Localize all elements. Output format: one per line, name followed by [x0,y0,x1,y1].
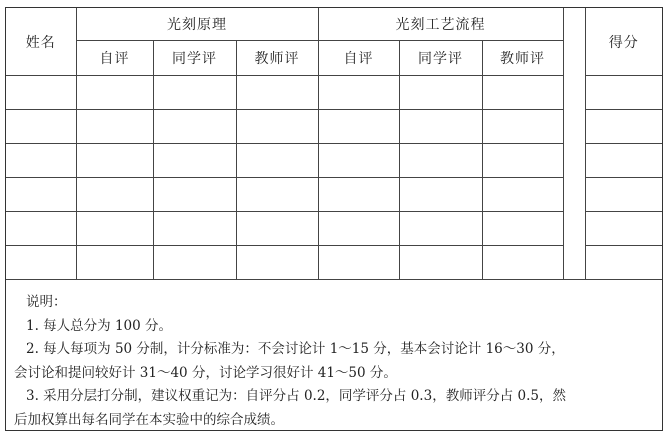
score-cell[interactable] [236,144,318,178]
note-line-3b: 后加权算出每名同学在本实验中的综合成绩。 [14,411,284,428]
note-line-2a: 2. 每人每项为 50 分制，计分标准为：不会讨论计 1～15 分，基本会讨论计 16～30 分， [26,341,565,357]
name-cell[interactable] [6,212,76,246]
subheader-peer-2: 同学评 [399,41,482,76]
score-cell[interactable] [318,76,399,110]
subheader-teacher-2: 教师评 [482,41,563,76]
score-cell[interactable] [76,178,153,212]
score-cell[interactable] [399,110,482,144]
score-cell[interactable] [76,246,153,280]
spacer-column [563,8,585,280]
note-line-2b: 会讨论和提问较好计 31～40 分，讨论学习很好计 41～50 分。 [14,364,397,381]
note-line-1: 1. 每人总分为 100 分。 [26,317,173,334]
score-cell[interactable] [153,76,236,110]
score-cell[interactable] [153,246,236,280]
score-cell[interactable] [318,144,399,178]
score-cell[interactable] [153,212,236,246]
subheader-teacher-1: 教师评 [236,41,318,76]
score-cell[interactable] [482,246,563,280]
name-cell[interactable] [6,178,76,212]
score-cell[interactable] [482,178,563,212]
name-header: 姓名 [6,8,76,76]
score-cell[interactable] [236,76,318,110]
notes-section [6,278,662,432]
score-cell[interactable] [399,246,482,280]
score-header: 得分 [585,8,662,76]
score-cell[interactable] [236,246,318,280]
group-header-principle: 光刻原理 [76,8,318,41]
notes-title: 说明： [26,294,67,310]
score-cell[interactable] [399,212,482,246]
score-cell[interactable] [318,246,399,280]
total-score-cell[interactable] [585,110,662,144]
subheader-self-2: 自评 [318,41,399,76]
score-cell[interactable] [318,110,399,144]
score-table [6,8,662,280]
score-cell[interactable] [76,76,153,110]
score-cell[interactable] [153,110,236,144]
score-cell[interactable] [153,144,236,178]
total-score-cell[interactable] [585,246,662,280]
name-cell[interactable] [6,144,76,178]
score-cell[interactable] [399,76,482,110]
evaluation-sheet [5,7,663,431]
score-cell[interactable] [153,178,236,212]
score-cell[interactable] [318,212,399,246]
name-cell[interactable] [6,76,76,110]
score-cell[interactable] [482,212,563,246]
score-cell[interactable] [318,178,399,212]
score-cell[interactable] [236,212,318,246]
score-cell[interactable] [76,144,153,178]
subheader-self-1: 自评 [76,41,153,76]
note-line-3a: 3. 采用分层打分制，建议权重记为：自评分占 0.2，同学评分占 0.3，教师评分占 0.5，然 [26,388,566,404]
score-cell[interactable] [236,110,318,144]
score-cell[interactable] [482,76,563,110]
score-cell[interactable] [399,144,482,178]
subheader-peer-1: 同学评 [153,41,236,76]
total-score-cell[interactable] [585,76,662,110]
score-cell[interactable] [399,178,482,212]
score-cell[interactable] [482,110,563,144]
total-score-cell[interactable] [585,212,662,246]
name-cell[interactable] [6,110,76,144]
total-score-cell[interactable] [585,178,662,212]
name-cell[interactable] [6,246,76,280]
score-cell[interactable] [482,144,563,178]
score-cell[interactable] [76,212,153,246]
score-cell[interactable] [236,178,318,212]
score-cell[interactable] [76,110,153,144]
group-header-process: 光刻工艺流程 [318,8,563,41]
total-score-cell[interactable] [585,144,662,178]
